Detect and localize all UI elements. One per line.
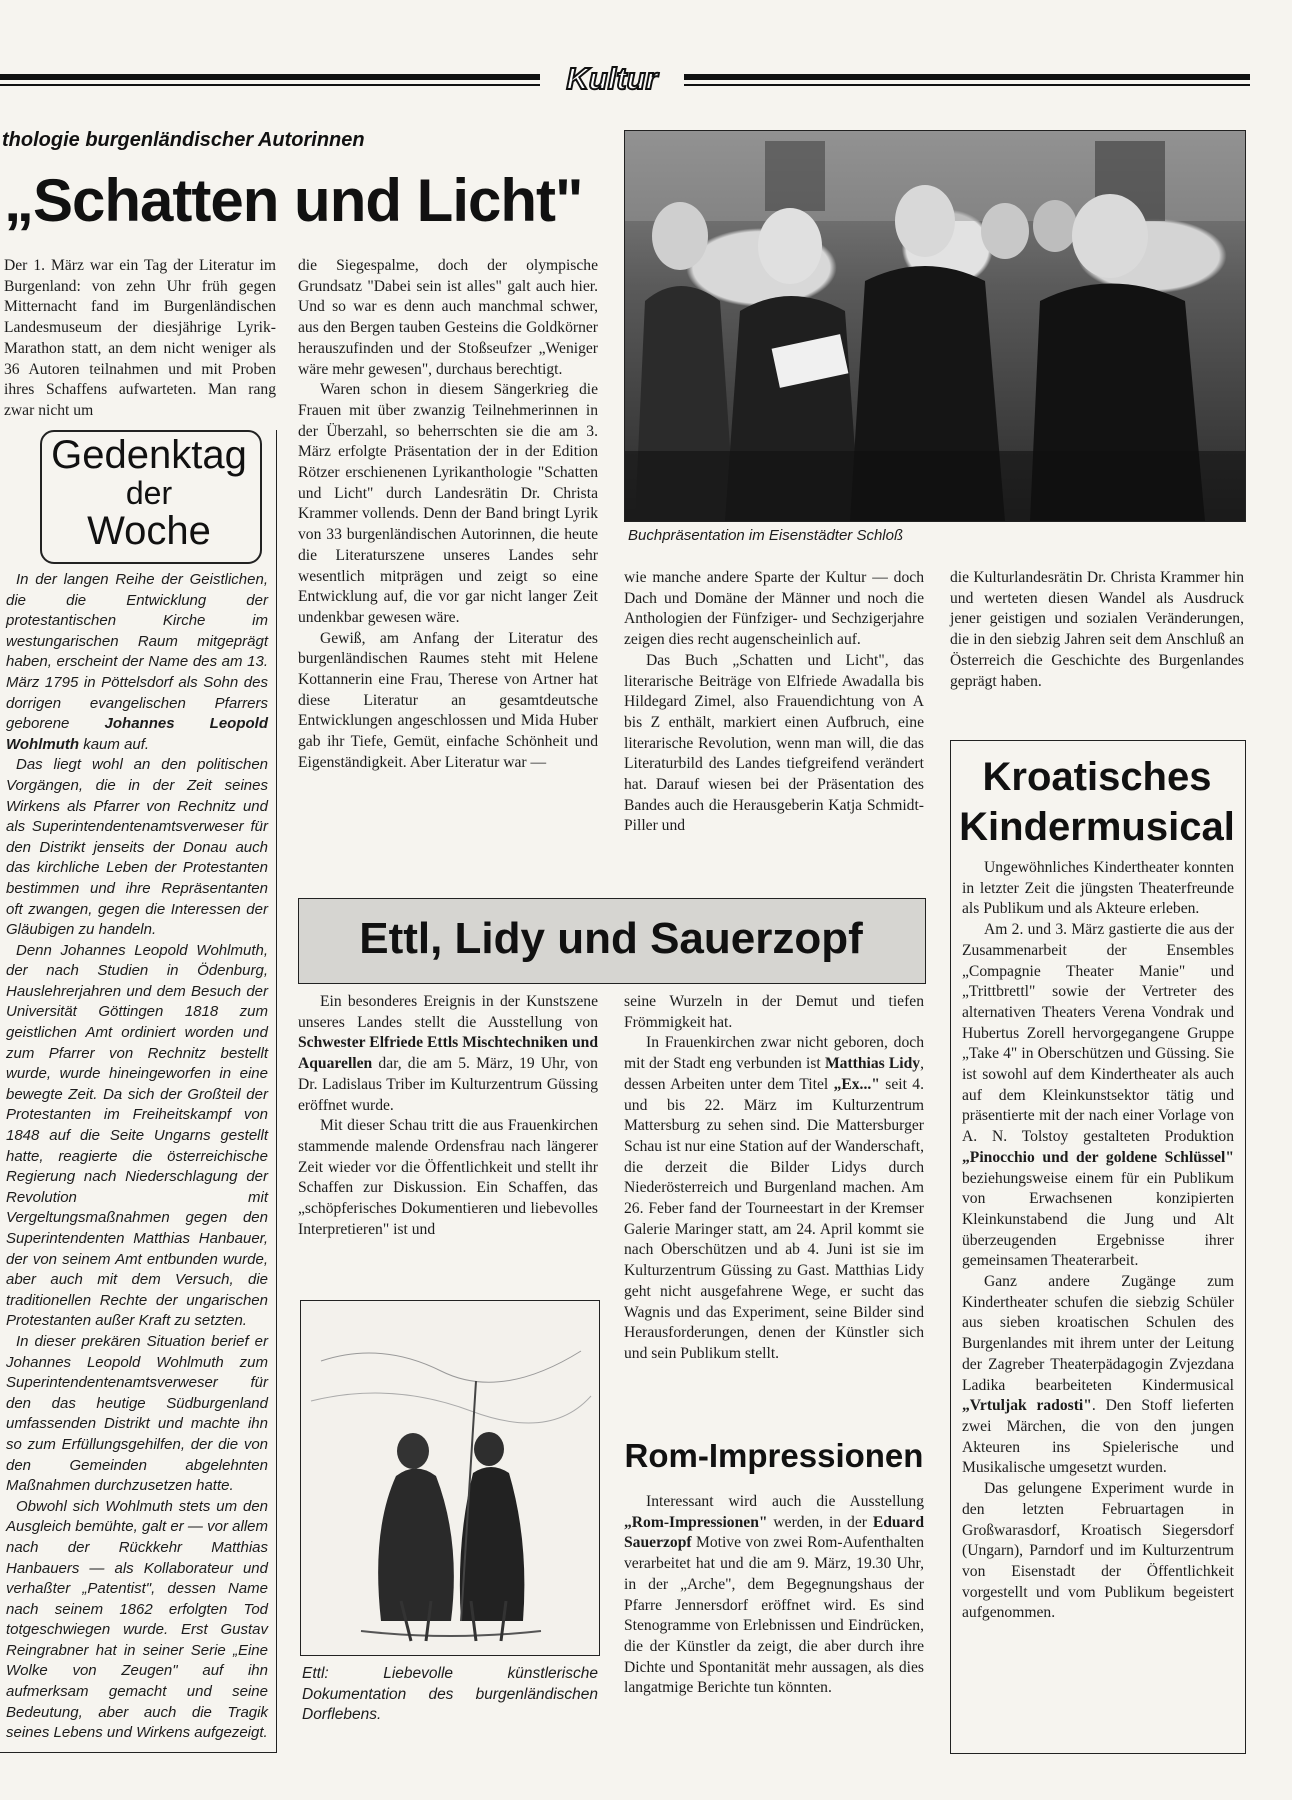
kroatisch-p2 [962, 920, 1234, 1272]
ettl-col1 [298, 992, 598, 1240]
kroatisch-p3-title: „Vrtuljak radosti" [962, 1397, 1092, 1415]
kroatisch-text [962, 858, 1234, 1624]
gedenktag-p3: Denn Johannes Leopold Wohlmuth, der nach Studien in Ödenburg, Hauslehrerjahren und dem Besuch der Universität Göttingen 1818 zum geistlichen Amt ordiniert worden und zum Pfarrer von Rechnitz bestellt wurde, wurde hineingeworfen in eine bewegte Zeit. Da sich der Großteil der Protestanten im Freiheitskampf von 1848 auf die Seite Ungarns gestellt hatte, reagierte die österreichische Regierung nach Niederschlagung der Revolution mit Vergeltungsmaßnahmen gegen den Superintendenten Matthias Hanbauer, der von seinem Amt entbunden wurde, aber auch mit dem Versuch, die traditionellen Rechte der ungarischen Protestanten außer Kraft zu setzten. [6, 941, 268, 1330]
gedenktag-p5: Obwohl sich Wohlmuth stets um den Ausgleich bemühte, galt er — vor allem nach der Rückkehr Matthias Hanbauers — als Kollaborateur und verhaßter „Patentist", dessen Name nach seinem 1862 erfolgten Tod totgeschwiegen wurde. Erst Gustav Reingrabner hat in seiner Serie „Eine Wolke von Zeugen" auf ihn aufmerksam gemacht und seine Bedeutung, aber auch die Tragik seines Lebens und Wirkens aufgezeigt. [6, 1497, 268, 1742]
masthead-rule-right [684, 74, 1250, 80]
ettl-c2-p2-b: , dessen Arbeiten unter dem Titel [624, 1055, 924, 1093]
gedenktag-p4: In dieser prekären Situation berief er Johannes Leopold Wohlmuth zum Superintendentenamtsverweser für den das heutige Südburgenland umfassenden Distrikt und machte ihn so zum Erfüllungsgehilfen, der die von den Gemeinden abgelehnten Maßnahmen durchzusetzen hatte. [6, 1332, 268, 1495]
sketch-caption: Ettl: Liebevolle künstlerische Dokumentation des burgenländischen Dorflebens. [302, 1665, 598, 1723]
article-kicker: thologie burgenländischer Autorinnen [2, 129, 365, 151]
section-logo: Kultur [566, 61, 658, 96]
ettl-p1-c: dar, die am 5. März, 19 Uhr, von Dr. Ladislaus Triber im Kulturzentrum Güssing eröffnet wurde. [298, 1055, 598, 1114]
gedenktag-title-line2: der [125, 475, 173, 511]
article1-col1 [4, 256, 276, 422]
kroatisch-title [952, 752, 1242, 852]
kroatisch-p2-a: Am 2. und 3. März gastierte die aus der Zusammenarbeit der Ensembles „Compagnie Theater Manie" und „Trittbrettl" sowie der Vertreter des alternativen Theaters Verena Vondrak und Hubertus Zorell hervorgegangene Gruppe „Take 4" in Oberschützen und Güssing. Sie ist sowohl auf dem Kindertheater als auch auf dem Kleinkunstsektor tätig und präsentierte mit der nach einer Vorlage von A. N. Tolstoy gestalteten Produktion [962, 921, 1234, 1146]
article1-col4-text: die Kulturlandesrätin Dr. Christa Krammer hin und werteten diesen Wandel als Ausdruck jener geistigen und sozialen Veränderungen, die in den siebzig Jahren seit dem Anschluß an Österreich die Geschichte des Burgenlandes geprägt haben. [950, 569, 1244, 690]
rom-p1 [624, 1492, 924, 1699]
gedenktag-title [40, 434, 258, 552]
kroatisch-p4: Das gelungene Experiment wurde in den letzten Februartagen in Großwarasdorf, Kroatisch Siegersdorf (Ungarn), Parndorf und im Kulturzentrum von Eisenstadt der Öffentlichkeit vorgestellt und vom Publikum begeistert aufgenommen. [962, 1480, 1234, 1622]
kroatisch-p3-a: Ganz andere Zugänge zum Kindertheater schufen die siebzig Schüler aus sieben kroatischen Schulen des Burgenlandes mit ihrem unter der Leitung der Zagreber Theaterpädagogin Zvjezdana Ladika bearbeiteten Kindermusical [962, 1273, 1234, 1394]
ettl-c2-p2-name: Matthias Lidy [824, 1055, 921, 1073]
kroatisch-p3-b: . Den Stoff lieferten zwei Märchen, die von den jungen Akteuren ins Spielerische und Musikalische umgesetzt wurden. [962, 1397, 1234, 1477]
kroatisch-p3 [962, 1272, 1234, 1479]
masthead-rule-left [0, 74, 540, 80]
rom-c: werden, in der [773, 1513, 867, 1531]
rom-d: Eduard Sauerzopf [624, 1513, 924, 1552]
gedenktag-p2: Das liegt wohl an den politischen Vorgängen, die in der Zeit seines Wirkens als Pfarrer von Rechnitz und als Superintendentenamtsverweser für den Distrikt jenseits der Donau auch das kirchliche Leben der Protestanten bestimmen und ihre Repräsentanten oft zwangen, gegen die Interessen der Gläubigen zu handeln. [6, 756, 268, 939]
article1-col2 [298, 256, 598, 774]
rom-text [624, 1492, 924, 1699]
ettl-col2 [624, 992, 924, 1365]
masthead [0, 61, 1250, 96]
ettl-sketch-illustration [301, 1301, 599, 1655]
ettl-p1-a: Ein besonderes Ereignis in der Kunstszene unseres Landes stellt die Ausstellung von [298, 993, 598, 1031]
masthead-rule-right-thin [684, 84, 1250, 86]
article1-col3-p2: Das Buch „Schatten und Licht", das literarische Beiträge von Elfriede Awadalla bis Hildegard Zimel, also Frauendichtung von A bis Z enthält, markiert einen Aufbruch, eine literarische Revolution, wenn man will, die das Literaturbild des Landes tiefgreifend verändert hat. Darauf wiesen bei der Präsentation des Bandes auch die Herausgeberin Katja Schmidt-Piller und [624, 651, 924, 835]
ettl-c2-p2-title: „Ex..." [833, 1075, 880, 1093]
rom-e: Motive von zwei Rom-Aufenthalten verarbeitet hat und die am 9. März, 19.30 Uhr, in der „Arche", dem Begegnungshaus der Pfarre Jennersdorf eröffnet wird. Es sind Stenogramme von Erlebnissen und Eindrücken, die der Künstler da zeigt, die aber durch ihre Dichte und Spontanität mehr aussagen, als dies langatmige Berichte tun könnten. [624, 1534, 924, 1697]
ettl-c2-p2 [624, 1033, 924, 1364]
event-photo [624, 130, 1246, 522]
gedenktag-text [6, 570, 268, 1744]
article1-col4 [950, 568, 1244, 692]
ettl-sketch [300, 1300, 600, 1656]
article-title: „Schatten und Licht" [4, 167, 583, 234]
ettl-c2-p2-a: In Frauenkirchen zwar nicht geboren, doch mit der Stadt eng verbunden ist [624, 1034, 924, 1073]
ettl-p2: Mit dieser Schau tritt die aus Frauenkirchen stammende malende Ordensfrau nach längerer Zeit wieder vor die Öffentlichkeit und stellt ihr Schaffen zur Diskussion. Ein Schaffen, das „schöpferisches Dokumentieren und liebevolles Interpretieren" ist und [298, 1117, 598, 1238]
photo-caption: Buchpräsentation im Eisenstädter Schloß [628, 527, 904, 544]
article1-col3-p1: wie manche andere Sparte der Kultur — doch Dach und Domäne der Männer und noch die Anthologien der Fünfziger- und Sechzigerjahre zeigen dies recht augenscheinlich auf. [624, 569, 924, 649]
kroatisch-p2-b: beziehungsweise einem für ein Publikum von Erwachsenen konzipierten Kleinkunstabend die Jung und Alt überzeugenden Ergebnisse ihrer gemeinsamen Theaterarbeit. [962, 1169, 1234, 1270]
gedenktag-p1-b: kaum auf. [83, 735, 150, 753]
kroatisch-title-line1: Kroatisches [982, 755, 1212, 799]
article1-col2-p1: die Siegespalme, doch der olympische Grundsatz "Dabei sein ist alles" galt auch hier. Und so war es denn auch manchmal schwer, aus den Bergen tauben Gesteins die Goldkörner herauszufinden und der Stoßseufzer „Weniger wäre mehr gewesen", durchaus berechtigt. [298, 257, 598, 378]
gedenktag-p1-a: In der langen Reihe der Geistlichen, die die Entwicklung der protestantischen Kirche im westungarischen Raum mitgeprägt haben, erscheint der Name des am 13. März 1795 in Pöttelsdorf als Sohn des dorrigen evangelischen Pfarrers geborene [6, 571, 268, 733]
ettl-title: Ettl, Lidy und Sauerzopf [359, 914, 863, 963]
ettl-c2-p1: seine Wurzeln in der Demut und tiefen Frömmigkeit hat. [624, 993, 924, 1031]
gedenktag-title-line1: Gedenktag [51, 433, 247, 477]
rom-title: Rom-Impressionen [624, 1437, 924, 1474]
gedenktag-title-line3: Woche [87, 509, 211, 553]
ettl-p1-highlight: Schwester Elfriede Ettls Mischtechniken und Aquarellen [298, 1034, 598, 1073]
gedenktag-box [0, 430, 277, 1753]
article1-col1-text: Der 1. März war ein Tag der Literatur im Burgenland: von zehn Uhr früh gegen Mitternacht fand im Burgenländischen Landesmuseum der diesjährige Lyrik-Marathon statt, an dem nicht weniger als 36 Autoren teilnahmen und mit Proben ihres Schaffens aufwarteten. Man rang zwar nicht um [4, 257, 276, 419]
gedenktag-p1 [6, 570, 268, 755]
rom-b: „Rom-Impressionen" [624, 1513, 768, 1531]
article1-col2-p2: Waren schon in diesem Sängerkrieg die Frauen mit über zwanzig Teilnehmerinnen in der Überzahl, so beherrschten sie die am 3. März erfolgte Präsentation der in der Edition Rötzer erschienenen Lyrikanthologie "Schatten und Licht" durch Landesrätin Dr. Christa Krammer vollends. Denn der Band bringt Lyrik von 33 burgenländischen Autorinnen, die heute die Literaturszene unseres Landes sehr wesentlich mitprägen und zeigt so eine Entwicklung auf, die vor gar nicht langer Zeit undenkbar gewesen wäre. [298, 381, 598, 626]
gedenktag-p1-name: Johannes Leopold Wohlmuth [6, 715, 268, 753]
article1-col3 [624, 568, 924, 837]
masthead-rule-left-thin [0, 84, 540, 86]
kroatisch-p2-title: „Pinocchio und der goldene Schlüssel" [962, 1148, 1234, 1166]
ettl-p1 [298, 992, 598, 1116]
rom-a: Interessant wird auch die Ausstellung [646, 1493, 924, 1510]
kroatisch-p1: Ungewöhnliches Kindertheater konnten in letzter Zeit die jüngsten Theaterfreunde als Publikum und als Akteure erleben. [962, 859, 1234, 918]
ettl-c2-p2-c: seit 4. und bis 22. März im Kulturzentrum Mattersburg zu sehen sind. Die Mattersburger Schau ist nur eine Station auf der Wanderschaft, die derzeit die Bilder Lidys durch Niederösterreich und Burgenland machen. Am 26. Feber fand der Tourneestart in der Kremser Galerie Maringer statt, am 24. April kommt sie nach Oberschützen und ab 4. Juni ist sie im Kulturzentrum Güssing zu Gast. Matthias Lidy geht nicht ausgefahrene Wege, er sucht das Wagnis und das Experiment, seine Bilder sind Herausforderungen, denen der Künstler sich und sein Publikum stellt. [624, 1075, 924, 1362]
article1-col2-p3: Gewiß, am Anfang der Literatur des burgenländischen Raumes steht mit Helene Kottannerin eine Frau, Therese von Artner hat diese Literatur an gesamtdeutsche Entwicklungen angeschlossen und Mida Huber gab ihr Tiefe, Gemüt, einfache Schönheit und Eigenständigkeit. Aber Literatur war — [298, 629, 598, 771]
event-photo-illustration [625, 131, 1245, 521]
kroatisch-title-line2: Kindermusical [959, 805, 1235, 849]
